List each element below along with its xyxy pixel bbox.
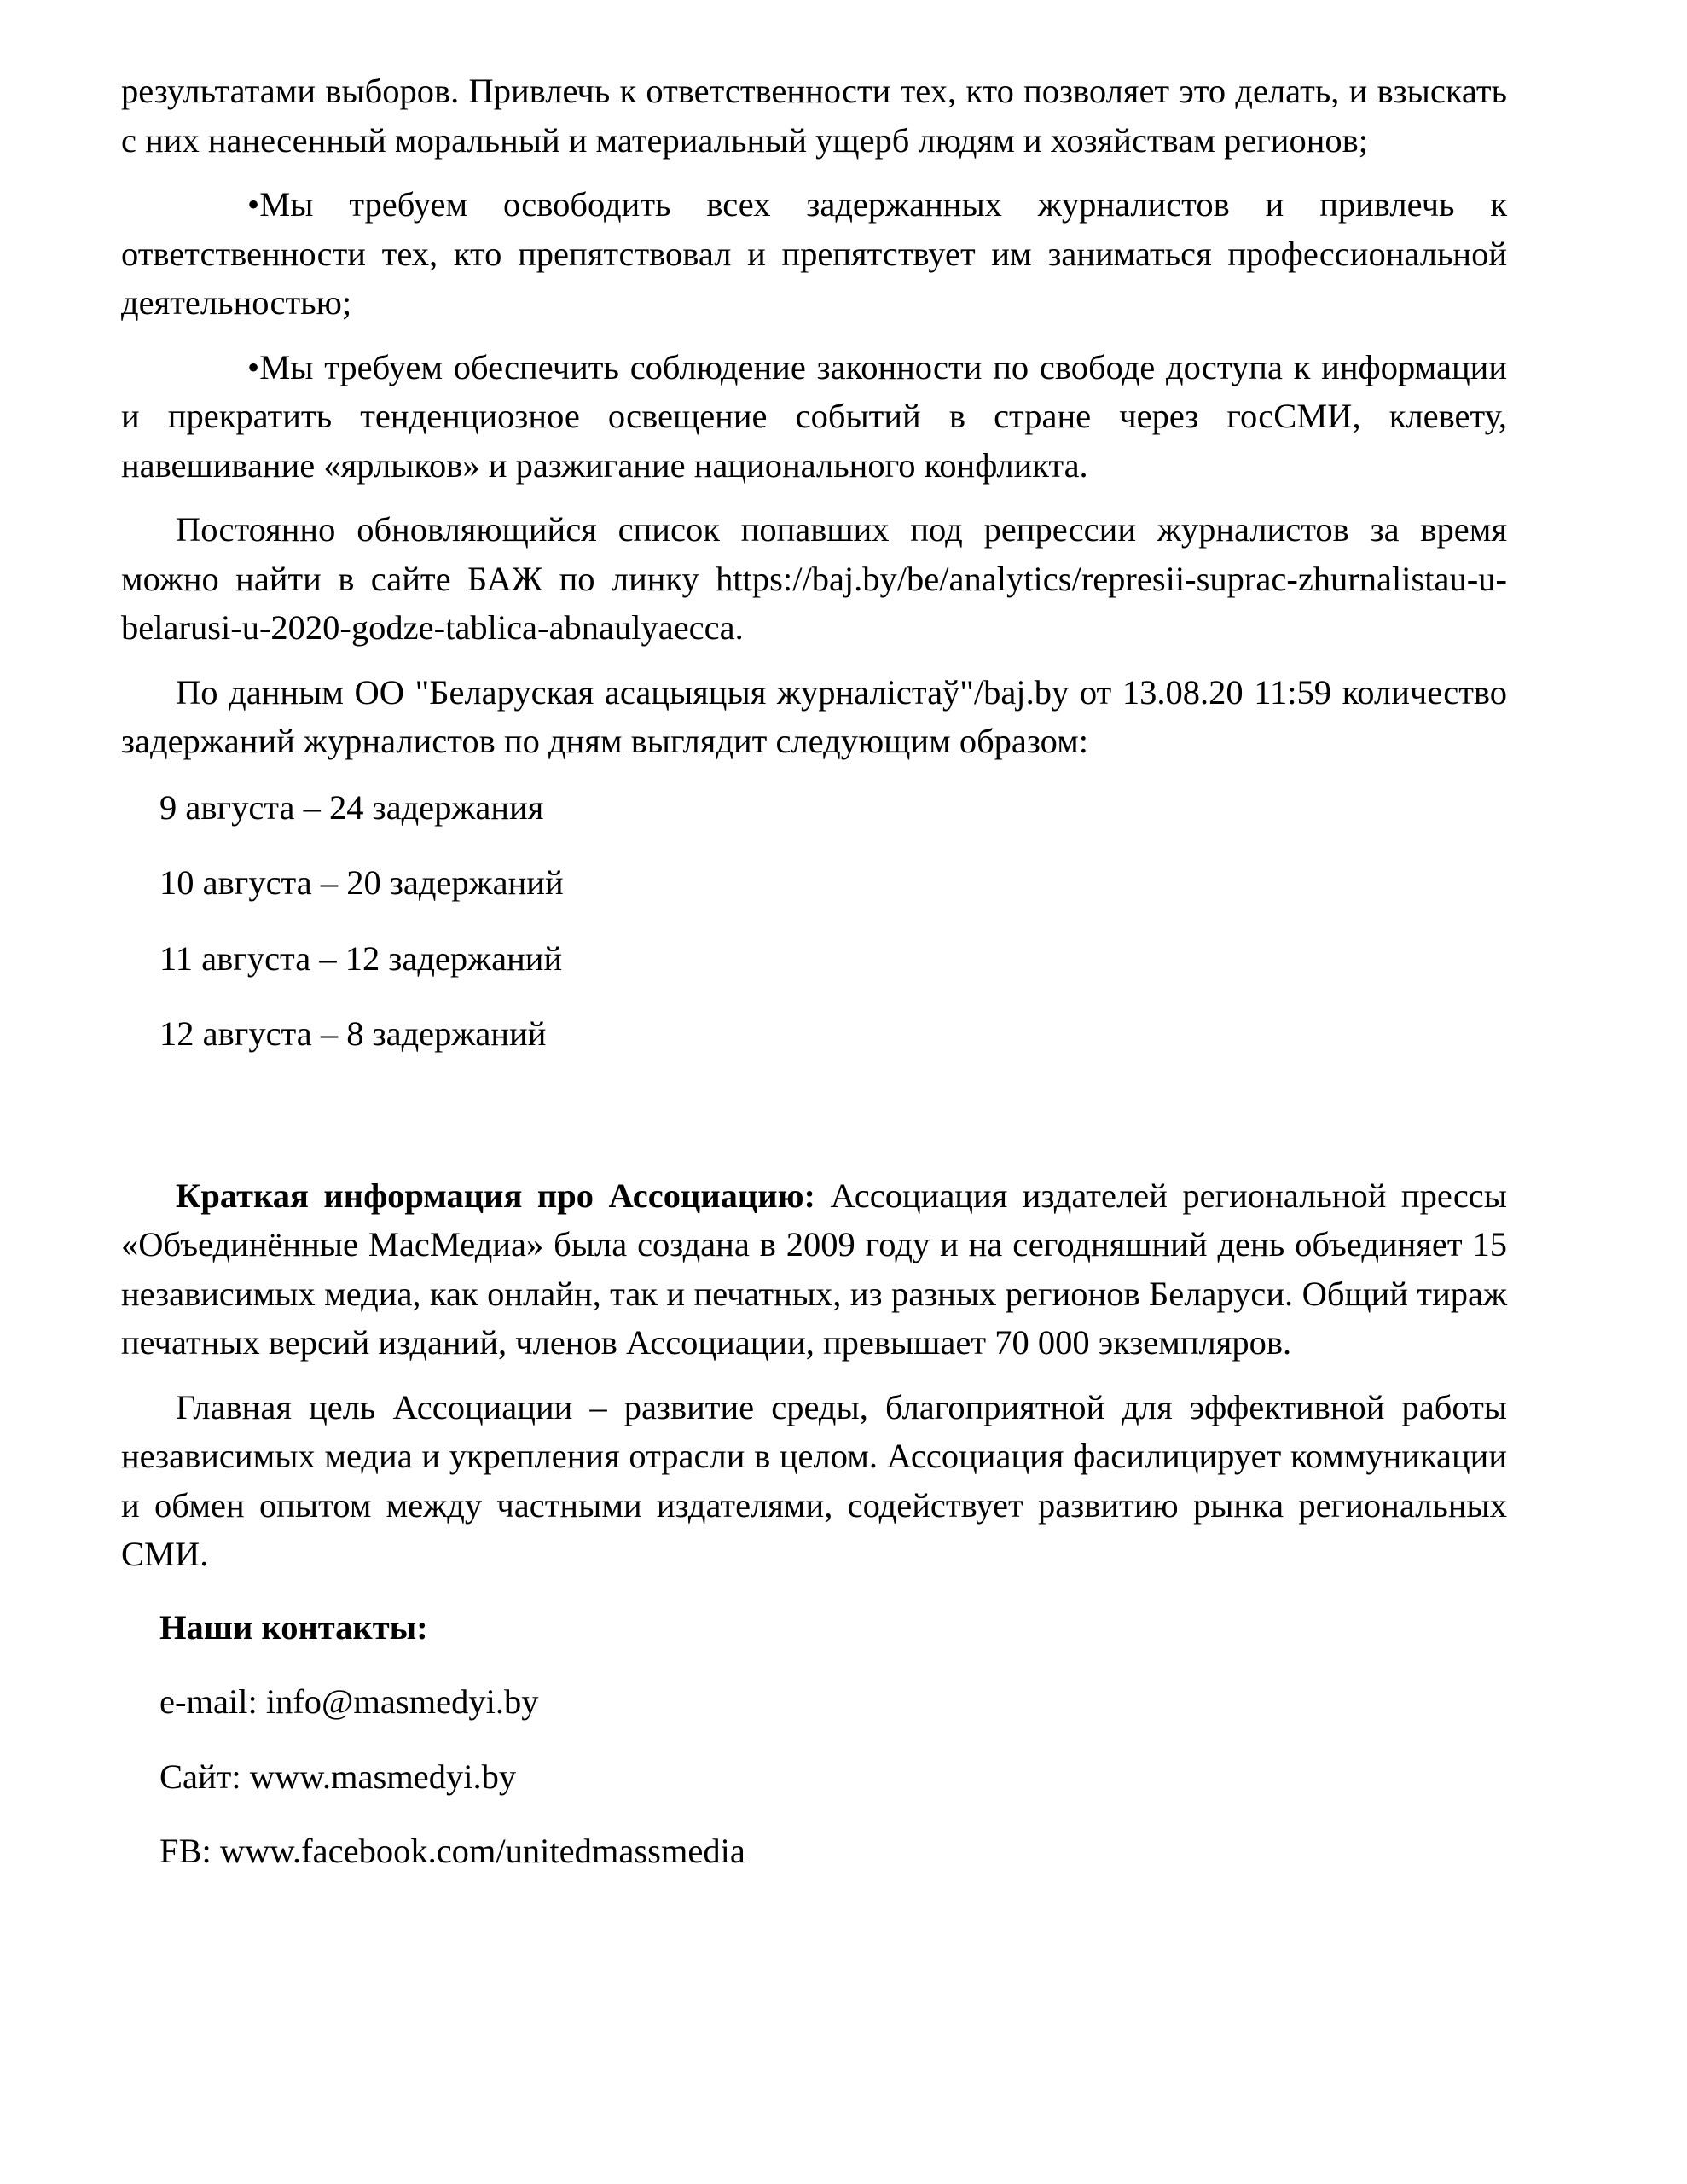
association-info-paragraph [121,1171,1507,1368]
contact-website: Сайт: www.masmedyi.by [159,1757,517,1796]
detention-day-item: 9 августа – 24 задержания [159,787,544,827]
contacts-heading: Наши контакты: [159,1607,428,1647]
bullet-item-1 [121,180,1507,328]
association-heading: Краткая информация про Ассоциацию: [176,1176,816,1215]
bullet-item-2-text: Мы требуем обеспечить соблюдение законности по свободе доступа к информации и прекратить тенденциозное освещение событий в стране через госСМИ, клевету, навешивание «ярлыков» и разжигание национального конфликта. [121,347,1507,485]
association-section [121,1171,1507,1876]
detention-day-item: 11 августа – 12 задержаний [159,938,563,978]
bullet-marker-icon: • [247,347,260,386]
source-paragraph: По данным ОО "Беларуская асацыяцыя журналістаў"/baj.by от 13.08.20 11:59 количество задержаний журналистов по дням выглядит следующим образом: [121,672,1507,760]
continued-paragraph: результатами выборов. Привлечь к ответственности тех, кто позволяет это делать, и взыскать с них нанесенный моральный и материальный ущерб людям и хозяйствам регионов; [121,72,1507,160]
association-heading-rest: Ассоциация издателей региональной прессы «Объединённые МасМедиа» была создана в 2009 году и на сегодняшний день объединяет 15 независимых медиа, как онлайн, так и печатных, из разных регионов Беларуси. Общий тираж печатных версий изданий, членов Ассоциации, превышает 70 000 экземпляров. [121,1176,1507,1362]
detention-day-item: 12 августа – 8 задержаний [159,1014,547,1053]
bullet-marker-icon: • [247,185,260,224]
bullet-item-1-text: Мы требуем освободить всех задержанных журналистов и привлечь к ответственности тех, кто препятствовал и препятствует им заниматься профессиональной деятельностью; [121,185,1507,322]
association-goal-paragraph: Главная цель Ассоциации – развитие среды, благоприятной для эффективной работы независимых медиа и укрепления отрасли в целом. Ассоциация фасилицирует коммуникации и обмен опытом между частными издателями, содействует развитию рынка региональных СМИ. [121,1387,1507,1573]
detention-day-item: 10 августа – 20 задержаний [159,863,564,902]
bullet-item-2 [121,343,1507,491]
list-intro-paragraph: Постоянно обновляющийся список попавших под репрессии журналистов за время можно найти в сайте БАЖ по линку https://baj.by/be/analytics/represii-suprac-zhurnalistau-u-belarusi-u-2020-godze-tablica-abnaulyaecca. [121,510,1507,647]
contact-email: e-mail: info@masmedyi.by [159,1682,539,1721]
document-content [121,67,1507,1902]
contact-facebook: FB: www.facebook.com/unitedmassmedia [159,1832,745,1870]
